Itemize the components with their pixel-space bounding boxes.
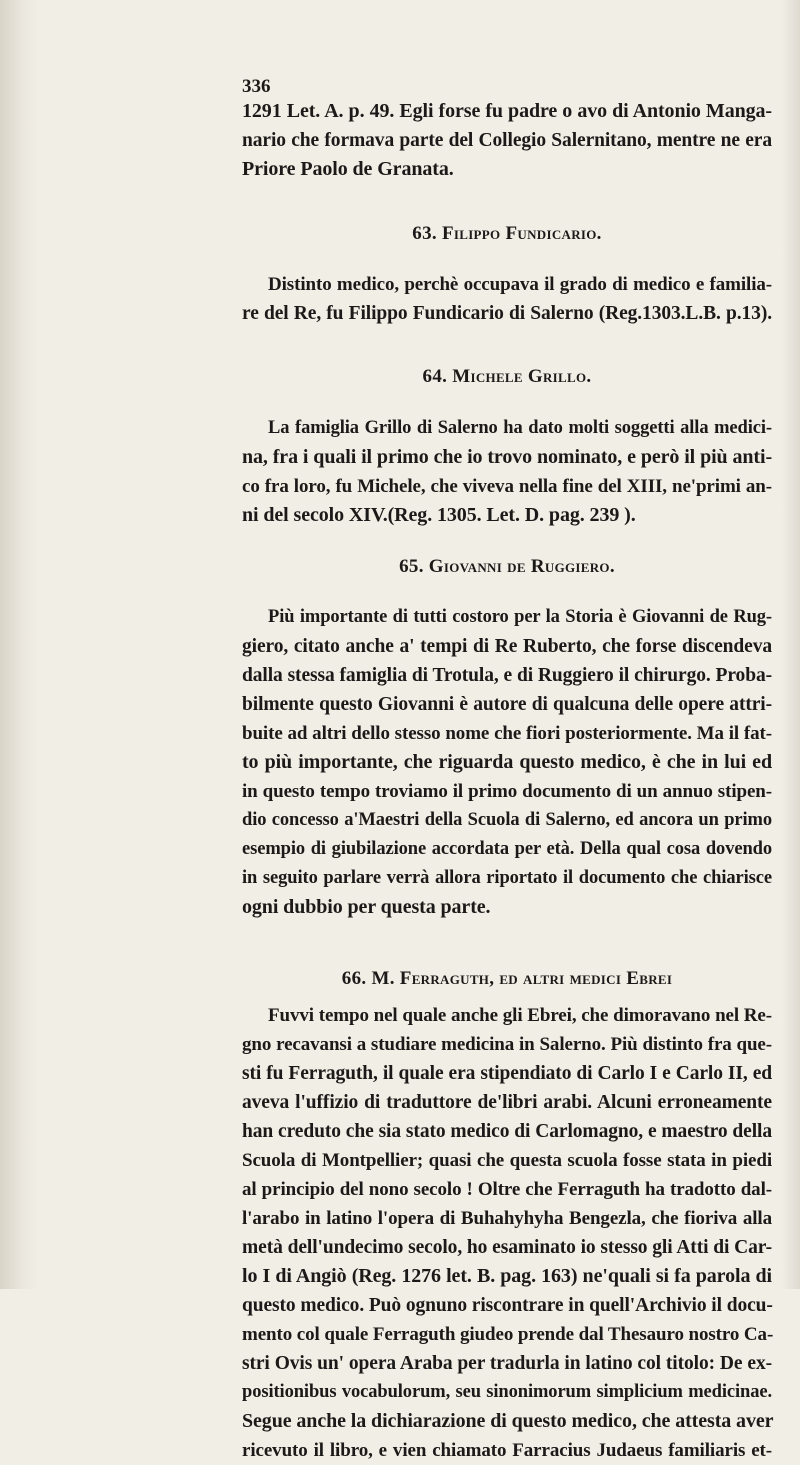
text-line: Scuola di Montpellier; quasi che questa scuola fosse stata in piedi: [242, 1150, 772, 1171]
text-line: metà dell'undecimo secolo, ho esaminato io stesso gli Atti di Car-: [242, 1237, 772, 1258]
text-line: Priore Paolo de Granata.: [242, 158, 454, 180]
section-heading-66: 66. M. Ferraguth, ed altri medici Ebrei: [341, 968, 673, 989]
text-line: Distinto medico, perchè occupava il grado di medico e familia-: [268, 274, 772, 295]
page-number: 336: [242, 76, 271, 97]
text-line: al principio del nono secolo ! Oltre che Ferraguth ha tradotto dal-: [242, 1179, 772, 1200]
section-65-body: [242, 603, 772, 922]
text-line: dalla stessa famiglia di Trotula, e di Ruggiero il chirurgo. Proba-: [242, 665, 772, 686]
text-line: stri Ovis un' opera Araba per tradurla in latino col titolo: De ex-: [242, 1353, 772, 1374]
text-line: aveva l'uffizio di traduttore de'libri arabi. Alcuni erroneamente: [242, 1092, 772, 1113]
text-line: Più importante di tutti costoro per la Storia è Giovanni de Rug-: [268, 607, 772, 627]
text-line: co fra loro, fu Michele, che viveva nella fine del XIII, ne'primi an-: [242, 476, 772, 497]
text-line: l'arabo in latino l'opera di Buhahyhyha Bengezla, che fioriva alla: [242, 1208, 772, 1229]
text-line: ogni dubbio per questa parte.: [242, 896, 491, 918]
text-line: questo medico. Può ognuno riscontrare in quell'Archivio il docu-: [242, 1295, 773, 1316]
section-heading-65: 65. Giovanni de Ruggiero.: [399, 556, 615, 577]
section-heading-64: 64. Michele Grillo.: [422, 366, 592, 387]
section-63-body: [242, 270, 772, 328]
text-line: gno recavansi a studiare medicina in Salerno. Più distinto fra que-: [242, 1034, 772, 1055]
text-line: na, fra i quali il primo che io trovo nominato, e però il più anti-: [242, 446, 772, 468]
page-binding-shadow: [0, 0, 38, 1289]
text-line: ni del secolo XIV.(Reg. 1305. Let. D. pag. 239 ).: [242, 504, 636, 526]
section-heading-63: 63. Filippo Fundicario.: [412, 223, 602, 244]
text-line: ricevuto il libro, e vien chiamato Farracius Judaeus familiaris et-: [242, 1440, 772, 1461]
text-line: esempio di giubilazione accordata per età. Della qual cosa dovendo: [242, 839, 772, 859]
text-line: sti fu Ferraguth, il quale era stipendiato di Carlo I e Carlo II, ed: [242, 1063, 772, 1084]
text-line: nario che formava parte del Collegio Salernitano, mentre ne era: [242, 130, 772, 151]
text-line: in seguito parlare verrà allora riportato il documento che chiarisce: [242, 868, 772, 888]
text-line: bilmente questo Giovanni è autore di qualcuna delle opere attri-: [242, 694, 772, 715]
text-line: positionibus vocabulorum, seu sinonimorum simplicium medicinae.: [242, 1382, 772, 1402]
text-line: han creduto che sia stato medico di Carlomagno, e maestro della: [242, 1121, 772, 1142]
text-line: re del Re, fu Filippo Fundicario di Salerno (Reg.1303.L.B. p.13).: [242, 303, 772, 324]
section-66-body: [242, 1001, 772, 1465]
text-line: Segue anche la dichiarazione di questo medico, che attesta aver: [242, 1410, 774, 1432]
text-line: Fuvvi tempo nel quale anche gli Ebrei, che dimoravano nel Re-: [268, 1005, 772, 1026]
page-edge-shadow: [782, 0, 800, 1289]
section-64-body: [242, 414, 772, 530]
text-line: dio concesso a'Maestri della Scuola di Salerno, ed ancora un primo: [242, 810, 772, 830]
text-line: giero, citato anche a' tempi di Re Ruberto, che forse discendeva: [242, 636, 772, 657]
text-line: 1291 Let. A. p. 49. Egli forse fu padre o avo di Antonio Manga-: [242, 100, 772, 122]
text-line: mento col quale Ferraguth giudeo prende dal Thesauro nostro Ca-: [242, 1324, 774, 1345]
text-line: lo I di Angiò (Reg. 1276 let. B. pag. 163) ne'quali si fa parola di: [242, 1265, 772, 1287]
intro-paragraph: [242, 97, 772, 184]
text-line: to più importante, che riguarda questo medico, è che in lui ed: [242, 751, 772, 773]
text-line: La famiglia Grillo di Salerno ha dato molti soggetti alla medici-: [268, 418, 772, 438]
text-line: buite ad altri dello stesso nome che fiori posteriormente. Ma il fat-: [242, 723, 772, 744]
text-line: in questo tempo troviamo il primo documento di un annuo stipen-: [242, 781, 772, 802]
